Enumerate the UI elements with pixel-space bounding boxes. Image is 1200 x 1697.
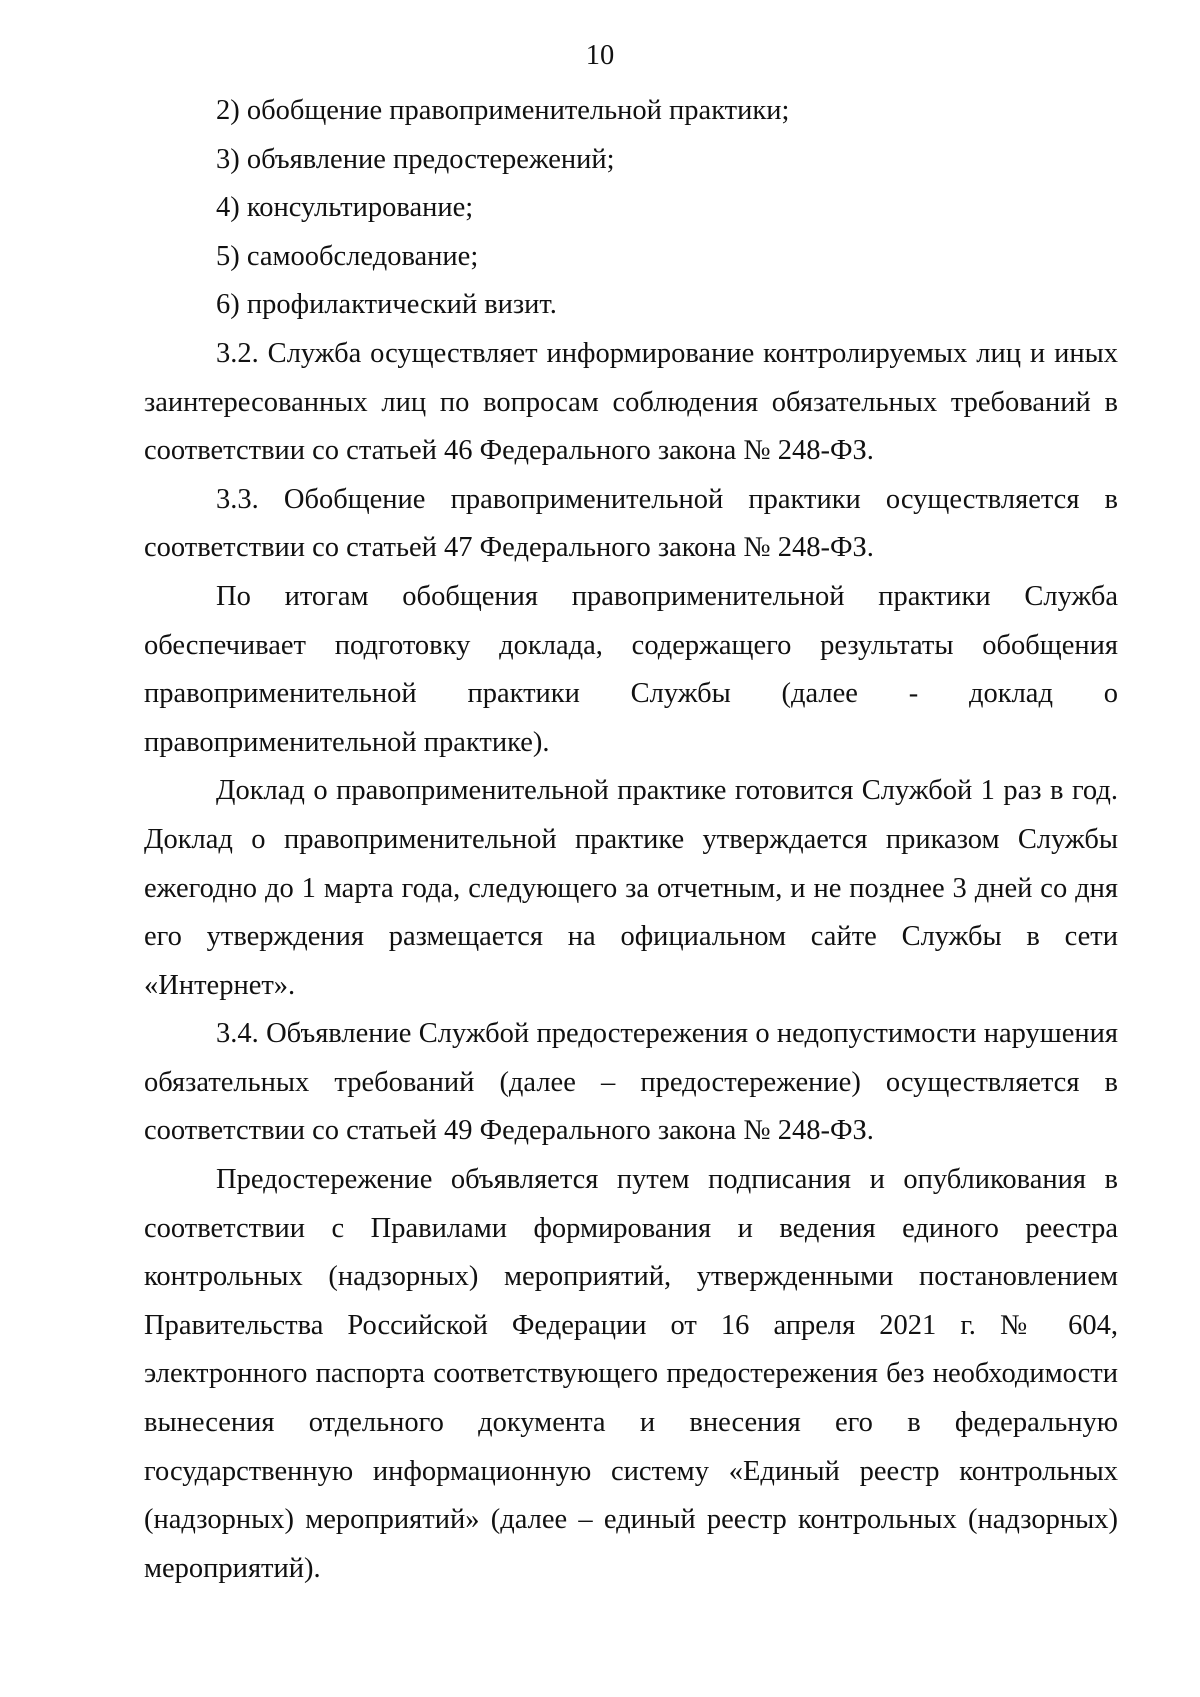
paragraph-3-4: 3.4. Объявление Службой предостережения о недопустимости нарушения обязательных требований (далее – предостережение) осуществляется в соответствии со статьей 49 Федерального закона № 248-ФЗ.	[144, 1018, 1118, 1147]
paragraph-report-schedule: Доклад о правоприменительной практике готовится Службой 1 раз в год. Доклад о правоприменительной практике утверждается приказом Службы ежегодно до 1 марта года, следующего за отчетным, и не позднее 3 дней со дня его утверждения размещается на официальном сайте Службы в сети «Интернет».	[144, 775, 1118, 1001]
paragraph-report-preparation: По итогам обобщения правоприменительной практики Служба обеспечивает подготовку доклада, содержащего результаты обобщения правоприменительной практики Службы (далее - доклад о правоприменительной практике).	[144, 580, 1118, 758]
paragraph-3-2: 3.2. Служба осуществляет информирование контролируемых лиц и иных заинтересованных лиц по вопросам соблюдения обязательных требований в соответствии со статьей 46 Федерального закона № 248-ФЗ.	[144, 337, 1118, 467]
list-item-6: 6) профилактический визит.	[216, 289, 557, 321]
list-item-3: 3) объявление предостережений;	[216, 143, 615, 175]
page-number: 10	[585, 40, 615, 71]
list-item-2: 2) обобщение правоприменительной практики;	[216, 95, 790, 126]
document-body	[144, 87, 1118, 1593]
list-item-4: 4) консультирование;	[216, 192, 474, 224]
paragraph-3-3: 3.3. Обобщение правоприменительной практики осуществляется в соответствии со статьей 47 Федерального закона № 248-ФЗ.	[144, 483, 1118, 564]
list-item-5: 5) самообследование;	[216, 240, 479, 272]
paragraph-warning-announcement: Предостережение объявляется путем подписания и опубликования в соответствии с Правилами формирования и ведения единого реестра контрольных (надзорных) мероприятий, утвержденными постановлением Правительства Российской Федерации от 16 апреля 2021 г. № 604, электронного паспорта соответствующего предостережения без необходимости вынесения отдельного документа и внесения его в федеральную государственную информационную систему «Единый реестр контрольных (надзорных) мероприятий» (далее – единый реестр контрольных (надзорных) мероприятий).	[144, 1164, 1118, 1584]
